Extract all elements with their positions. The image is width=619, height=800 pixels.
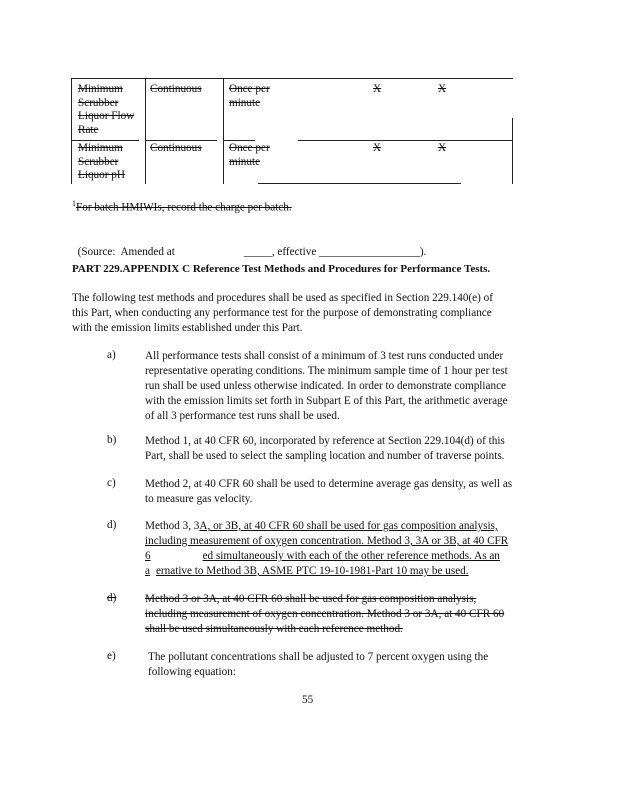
cell-line: Liquor pH	[78, 169, 125, 182]
item-line: with the emission limits set forth in Subpart E of this Part, the arithmetic average	[145, 395, 508, 407]
item-d-line4-b: ernative to Method 3B, ASME PTC 19-10-1981-Part 10 may be used.	[155, 565, 469, 577]
cell-line: Scrubber	[78, 155, 119, 168]
item-line: representative operating conditions. The minimum sample time of 1 hour per test	[145, 365, 508, 377]
table-col-rule	[223, 78, 224, 184]
item-d-old-text	[145, 592, 504, 637]
cell-line: Once per	[229, 83, 270, 95]
source-prefix: (Source: Amended at	[77, 246, 175, 258]
item-d-line3-b: ed simultaneously with each of the other reference methods. As an	[202, 550, 500, 562]
table-bottom-rule	[258, 183, 461, 184]
table-row-1-col5: X	[438, 83, 447, 95]
table-row-divider	[71, 140, 139, 141]
item-line	[145, 549, 508, 564]
item-line: Method 3 or 3A, at 40 CFR 60 shall be used for gas composition analysis,	[145, 593, 477, 605]
intro-line: with the emission limits established under this Part.	[72, 322, 303, 334]
table-col-rule	[71, 78, 72, 184]
cell-line: Liquor Flow	[78, 110, 135, 123]
item-e-text	[148, 650, 488, 680]
item-line: following equation:	[148, 666, 236, 678]
table-top-rule-right	[343, 78, 513, 79]
source-middle: , effective	[271, 246, 317, 258]
table-row-1-monitoring: Continuous	[150, 83, 202, 95]
table-row-1-parameter	[78, 83, 134, 137]
cell-line: Once per	[229, 142, 270, 154]
table-row-2-recording	[229, 142, 270, 169]
item-line: run shall be used unless otherwise indicated. In order to demonstrate compliance	[145, 380, 506, 392]
table-row-2-parameter	[78, 142, 125, 183]
intro-line: this Part, when conducting any performance test for the purpose of demonstrating compliance	[72, 307, 492, 319]
item-d-line1-b: A, or 3B, at 40 CFR 60 shall be used for gas composition analysis,	[199, 520, 498, 532]
item-b-label: b)	[107, 434, 117, 446]
item-line: including measurement of oxygen concentration. Method 3 or 3A, at 40 CFR 60	[145, 608, 505, 620]
source-note	[72, 234, 426, 258]
table-row-2-col5: X	[438, 142, 447, 154]
item-line: Method 1, at 40 CFR 60, incorporated by reference at Section 229.104(d) of this	[145, 435, 505, 447]
item-d-new-label: d)	[107, 519, 117, 531]
item-e-label: e)	[107, 650, 116, 662]
item-line: All performance tests shall consist of a minimum of 3 test runs conducted under	[145, 350, 504, 362]
item-line: The pollutant concentrations shall be adjusted to 7 percent oxygen using the	[148, 651, 489, 663]
table-row-2-monitoring: Continuous	[150, 142, 202, 154]
cell-line: Minimum	[78, 142, 123, 154]
cell-line: Minimum	[78, 83, 123, 95]
appendix-heading: PART 229.APPENDIX C Reference Test Methods and Procedures for Performance Tests.	[72, 263, 491, 275]
intro-paragraph	[72, 291, 493, 336]
item-line: shall be used simultaneously with each reference method.	[145, 623, 403, 635]
item-line: including measurement of oxygen concentration. Method 3, 3A or 3B, at 40 CFR	[145, 535, 509, 547]
table-row-1-recording	[229, 83, 270, 110]
source-suffix: ).	[419, 246, 427, 258]
item-d-line4-a: a	[145, 565, 150, 577]
cell-line: Scrubber	[78, 96, 119, 109]
table-top-rule	[71, 78, 344, 79]
item-b-text	[145, 434, 505, 464]
item-d-new-text	[145, 519, 508, 579]
cell-line: minute	[229, 155, 261, 168]
cell-line: minute	[229, 96, 261, 109]
source-blank-2: __________________	[319, 246, 420, 258]
table-footnote	[72, 199, 292, 214]
cell-line: Rate	[78, 123, 99, 136]
table-col-rule	[145, 78, 146, 184]
item-line: of all 3 performance test runs shall be used.	[145, 410, 340, 422]
intro-line: The following test methods and procedures shall be used as specified in Section 229.140(e) of	[72, 292, 493, 304]
item-a-text	[145, 349, 508, 424]
item-line	[145, 564, 508, 579]
page-number: 55	[302, 694, 314, 706]
table-row-divider	[298, 140, 512, 141]
table-col-rule	[512, 118, 513, 184]
source-blank-1: _____	[243, 246, 272, 258]
item-line: Method 2, at 40 CFR 60 shall be used to determine average gas density, as well as	[145, 478, 513, 490]
item-d-old-label: d)	[107, 592, 117, 604]
table-row-divider	[145, 140, 217, 141]
item-c-label: c)	[107, 477, 116, 489]
table-row-divider	[223, 140, 255, 141]
item-c-text	[145, 477, 512, 507]
footnote-marker: 1	[72, 199, 76, 208]
item-d-line1-a: Method 3, 3	[145, 520, 200, 532]
item-a-label: a)	[107, 349, 116, 361]
table-row-1-col4: X	[373, 83, 382, 95]
item-d-line3-a: 6	[145, 550, 151, 562]
table-row-2-col4: X	[373, 142, 382, 154]
item-line: Part, shall be used to select the sampling location and number of traverse points.	[145, 450, 505, 462]
item-line	[145, 519, 508, 534]
item-line: to measure gas velocity.	[145, 493, 253, 505]
footnote-text: For batch HMIWIs, record the charge per batch.	[76, 201, 292, 214]
